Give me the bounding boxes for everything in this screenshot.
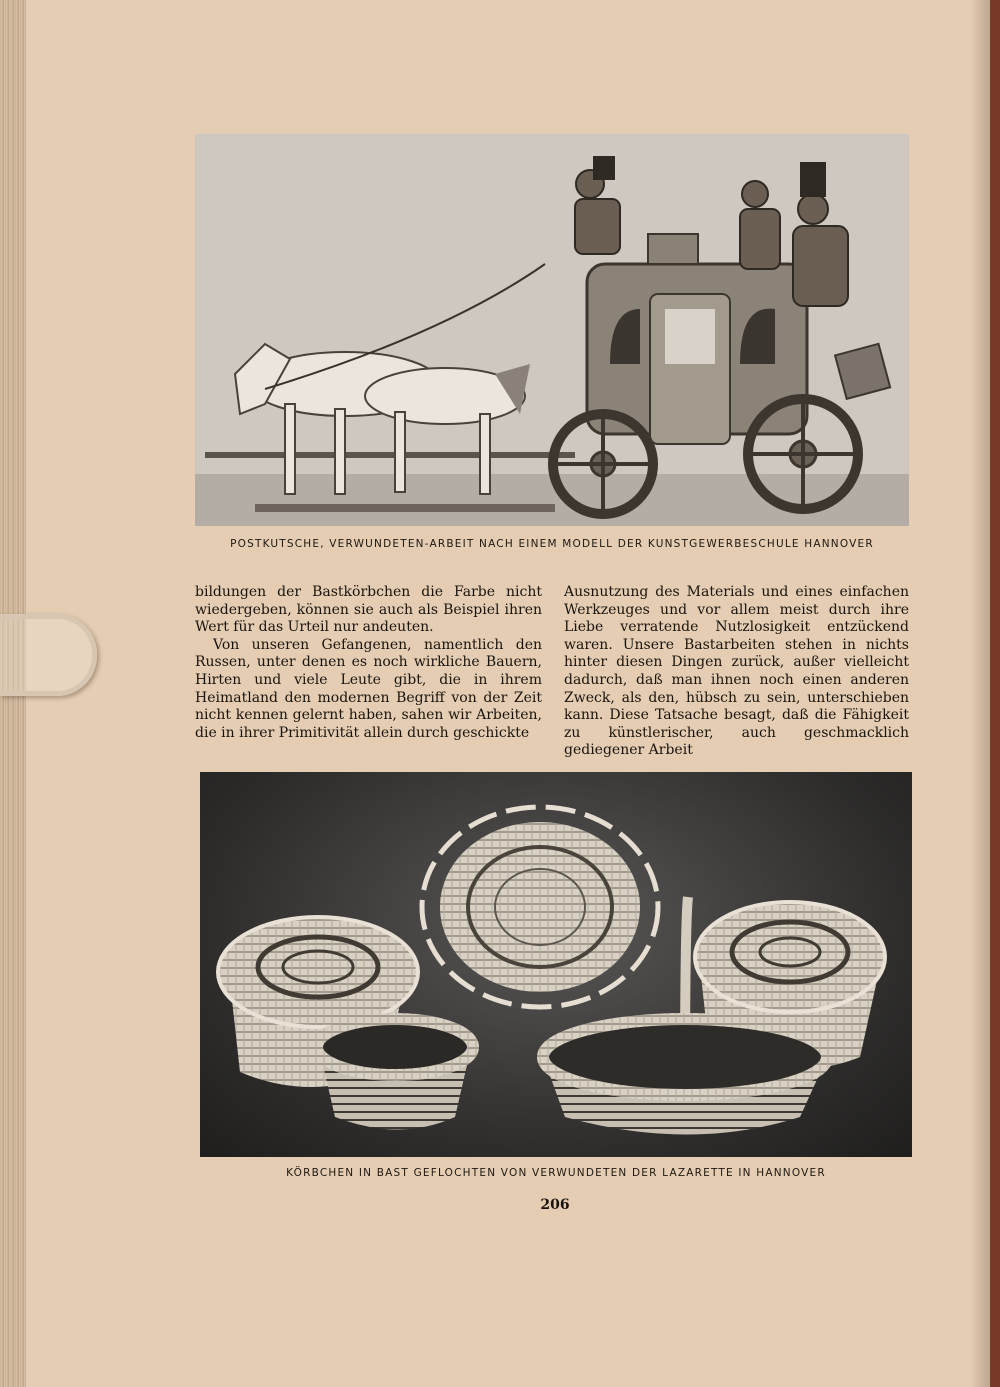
photo-baskets bbox=[200, 772, 912, 1157]
stagecoach-illustration bbox=[195, 134, 909, 526]
figure-caption-stagecoach: POSTKUTSCHE, VERWUNDETEN-ARBEIT NACH EINEM MODELL DER KUNSTGEWERBESCHULE HANNOVER bbox=[230, 538, 874, 550]
paragraph: Von unseren Gefangenen, namentlich den Russen, unter denen es noch wirkliche Bauern, Hirten und viele Leute gibt, die in ihrem Heimatland den modernen Begriff von der Zeit nicht kennen gelernt haben, sahen wir Arbeiten, die in ihrer Primitivität allein durch geschickte bbox=[195, 636, 542, 741]
book-cover-edge bbox=[990, 0, 1000, 1387]
paragraph: bildungen der Bastkörbchen die Farbe nicht wiedergeben, können sie auch als Beispiel ihren Wert für das Urteil nur andeuten. bbox=[195, 584, 542, 636]
small-basket bbox=[317, 1019, 473, 1130]
paragraph: Ausnutzung des Materials und eines einfachen Werkzeuges und vor allem meist durch ihre Liebe verratende Nutzlosigkeit entzückend waren. Unsere Bastarbeiten stehen in nichts hinter diesen Dingen zurück, außer vielleicht dadurch, daß man ihnen noch einen anderen Zweck, als den, hübsch zu sein, unterschieben kann. Diese Tatsache besagt, daß die Fähigkeit zu künstlerischer, auch geschmacklich gediegener Arbeit bbox=[564, 584, 909, 759]
page-clip bbox=[0, 614, 97, 696]
text-column-left bbox=[195, 584, 542, 742]
baskets-illustration bbox=[200, 772, 912, 1157]
text-column-right bbox=[564, 584, 909, 760]
page-number: 206 bbox=[540, 1197, 570, 1213]
photo-stagecoach bbox=[195, 134, 909, 526]
figure-caption-baskets: KÖRBCHEN IN BAST GEFLOCHTEN VON VERWUNDETEN DER LAZARETTE IN HANNOVER bbox=[286, 1167, 826, 1179]
tray bbox=[422, 807, 658, 1007]
